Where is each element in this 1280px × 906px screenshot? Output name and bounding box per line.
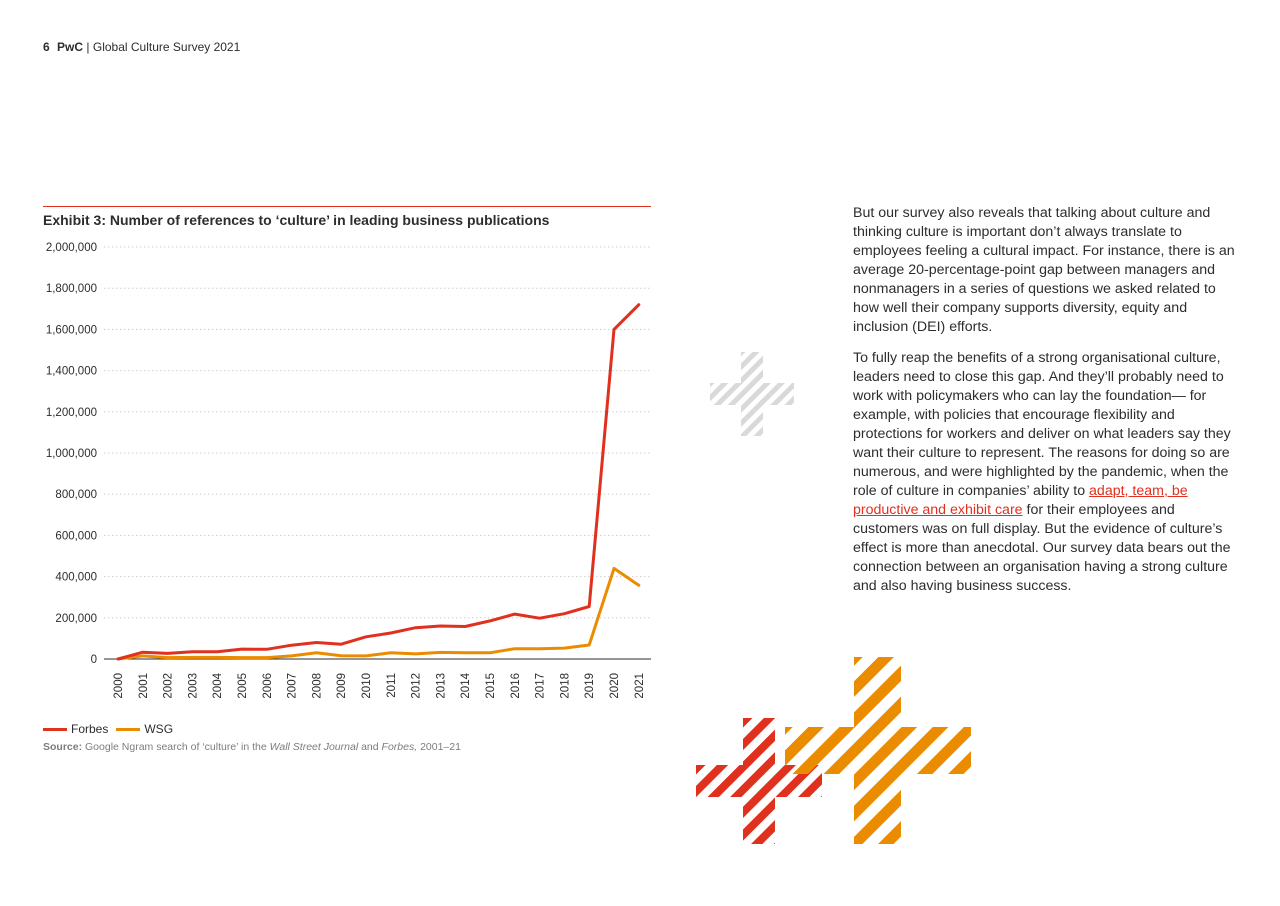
y-tick-label: 1,400,000: [45, 365, 97, 378]
x-tick-label: 2007: [286, 673, 299, 699]
source-label: Source:: [43, 741, 83, 753]
exhibit-title: Exhibit 3: Number of references to ‘culture’ in leading business publications: [43, 212, 550, 228]
source-text-2: and: [361, 741, 379, 753]
publication-title: Global Culture Survey 2021: [92, 40, 241, 54]
exhibit-divider: [43, 206, 651, 207]
legend-item-wsg: [116, 722, 173, 736]
source-italic-1: Wall Street Journal: [269, 741, 359, 753]
source-italic-2: Forbes,: [381, 741, 418, 753]
legend-label-wsg: WSG: [144, 722, 174, 736]
x-tick-label: 2010: [361, 673, 373, 699]
x-tick-label: 2020: [609, 673, 621, 699]
page-number: 6: [43, 40, 50, 54]
x-tick-label: 2001: [137, 673, 150, 699]
y-tick-label: 1,600,000: [45, 324, 97, 337]
orange-cross-graphic: [785, 657, 971, 844]
legend-item-forbes: [43, 722, 108, 736]
y-tick-label: 800,000: [55, 489, 97, 502]
y-tick-label: 600,000: [55, 530, 97, 543]
y-tick-label: 1,200,000: [45, 406, 97, 419]
x-tick-label: 2004: [212, 673, 225, 699]
x-tick-label: 2003: [187, 673, 200, 699]
x-tick-label: 2015: [485, 673, 497, 699]
x-tick-label: 2012: [410, 673, 423, 699]
x-tick-label: 2000: [113, 673, 125, 699]
x-tick-label: 2006: [261, 673, 274, 699]
y-tick-label: 1,800,000: [45, 283, 97, 296]
y-tick-label: 1,000,000: [45, 448, 97, 460]
body-paragraph-1: But our survey also reveals that talking about culture and thinking culture is important don’t always translate to employees feeling a cultural impact. For instance, there is an average 20-percentage-point gap between managers and nonmanagers in a series of questions we asked related to how well their company supports diversity, equity and inclusion (DEI) efforts.: [853, 205, 1235, 335]
page-header: [43, 40, 240, 54]
x-tick-label: 2013: [435, 673, 448, 699]
brand-name: PwC: [57, 40, 84, 54]
x-tick-label: 2021: [633, 673, 646, 699]
x-tick-label: 2017: [534, 673, 547, 699]
x-tick-label: 2009: [336, 673, 349, 699]
chart-source: [43, 741, 461, 753]
source-text-3: 2001–21: [420, 741, 461, 753]
x-tick-label: 2016: [509, 673, 522, 699]
x-tick-label: 2018: [559, 673, 572, 699]
chart-legend: [43, 722, 181, 736]
inline-link-adapt[interactable]: adapt, team, be productive and exhibit care: [853, 483, 1188, 518]
x-tick-label: 2011: [385, 673, 398, 698]
body-text: [853, 204, 1243, 608]
y-tick-label: 400,000: [55, 571, 97, 584]
x-tick-label: 2019: [584, 673, 597, 699]
legend-label-forbes: Forbes: [71, 722, 109, 736]
header-separator: |: [86, 40, 90, 54]
x-tick-label: 2008: [311, 673, 324, 699]
line-chart: [30, 232, 660, 702]
legend-swatch-wsg: [116, 728, 140, 731]
legend-swatch-forbes: [43, 728, 67, 731]
body-paragraph-2-end: for their employees and customers was on full display. But the evidence of culture’s effect is more than anecdotal. Our survey data bears out the connection between an organisation having a strong culture and also having business success.: [853, 502, 1231, 594]
y-tick-label: 200,000: [55, 612, 97, 625]
x-tick-label: 2002: [162, 673, 175, 699]
y-tick-label: 2,000,000: [45, 242, 97, 254]
grey-cross-graphic: [710, 352, 794, 436]
series-line-forbes: [118, 305, 639, 659]
x-tick-label: 2014: [460, 673, 473, 699]
body-paragraph-2: [853, 349, 1243, 596]
y-tick-label: 0: [90, 654, 97, 666]
source-text-1: Google Ngram search of ‘culture’ in the: [85, 741, 267, 753]
body-paragraph-2-start: To fully reap the benefits of a strong organisational culture, leaders need to close this gap. And they’ll probably need to work with policymakers who can lay the foundation— for example, with policies that encourage flexibility and protections for workers and deliver on what leaders say they want their culture to represent. The reasons for doing so are numerous, and were highlighted by the pandemic, when the role of culture in companies’ ability to: [853, 350, 1231, 499]
x-tick-label: 2005: [237, 673, 249, 699]
